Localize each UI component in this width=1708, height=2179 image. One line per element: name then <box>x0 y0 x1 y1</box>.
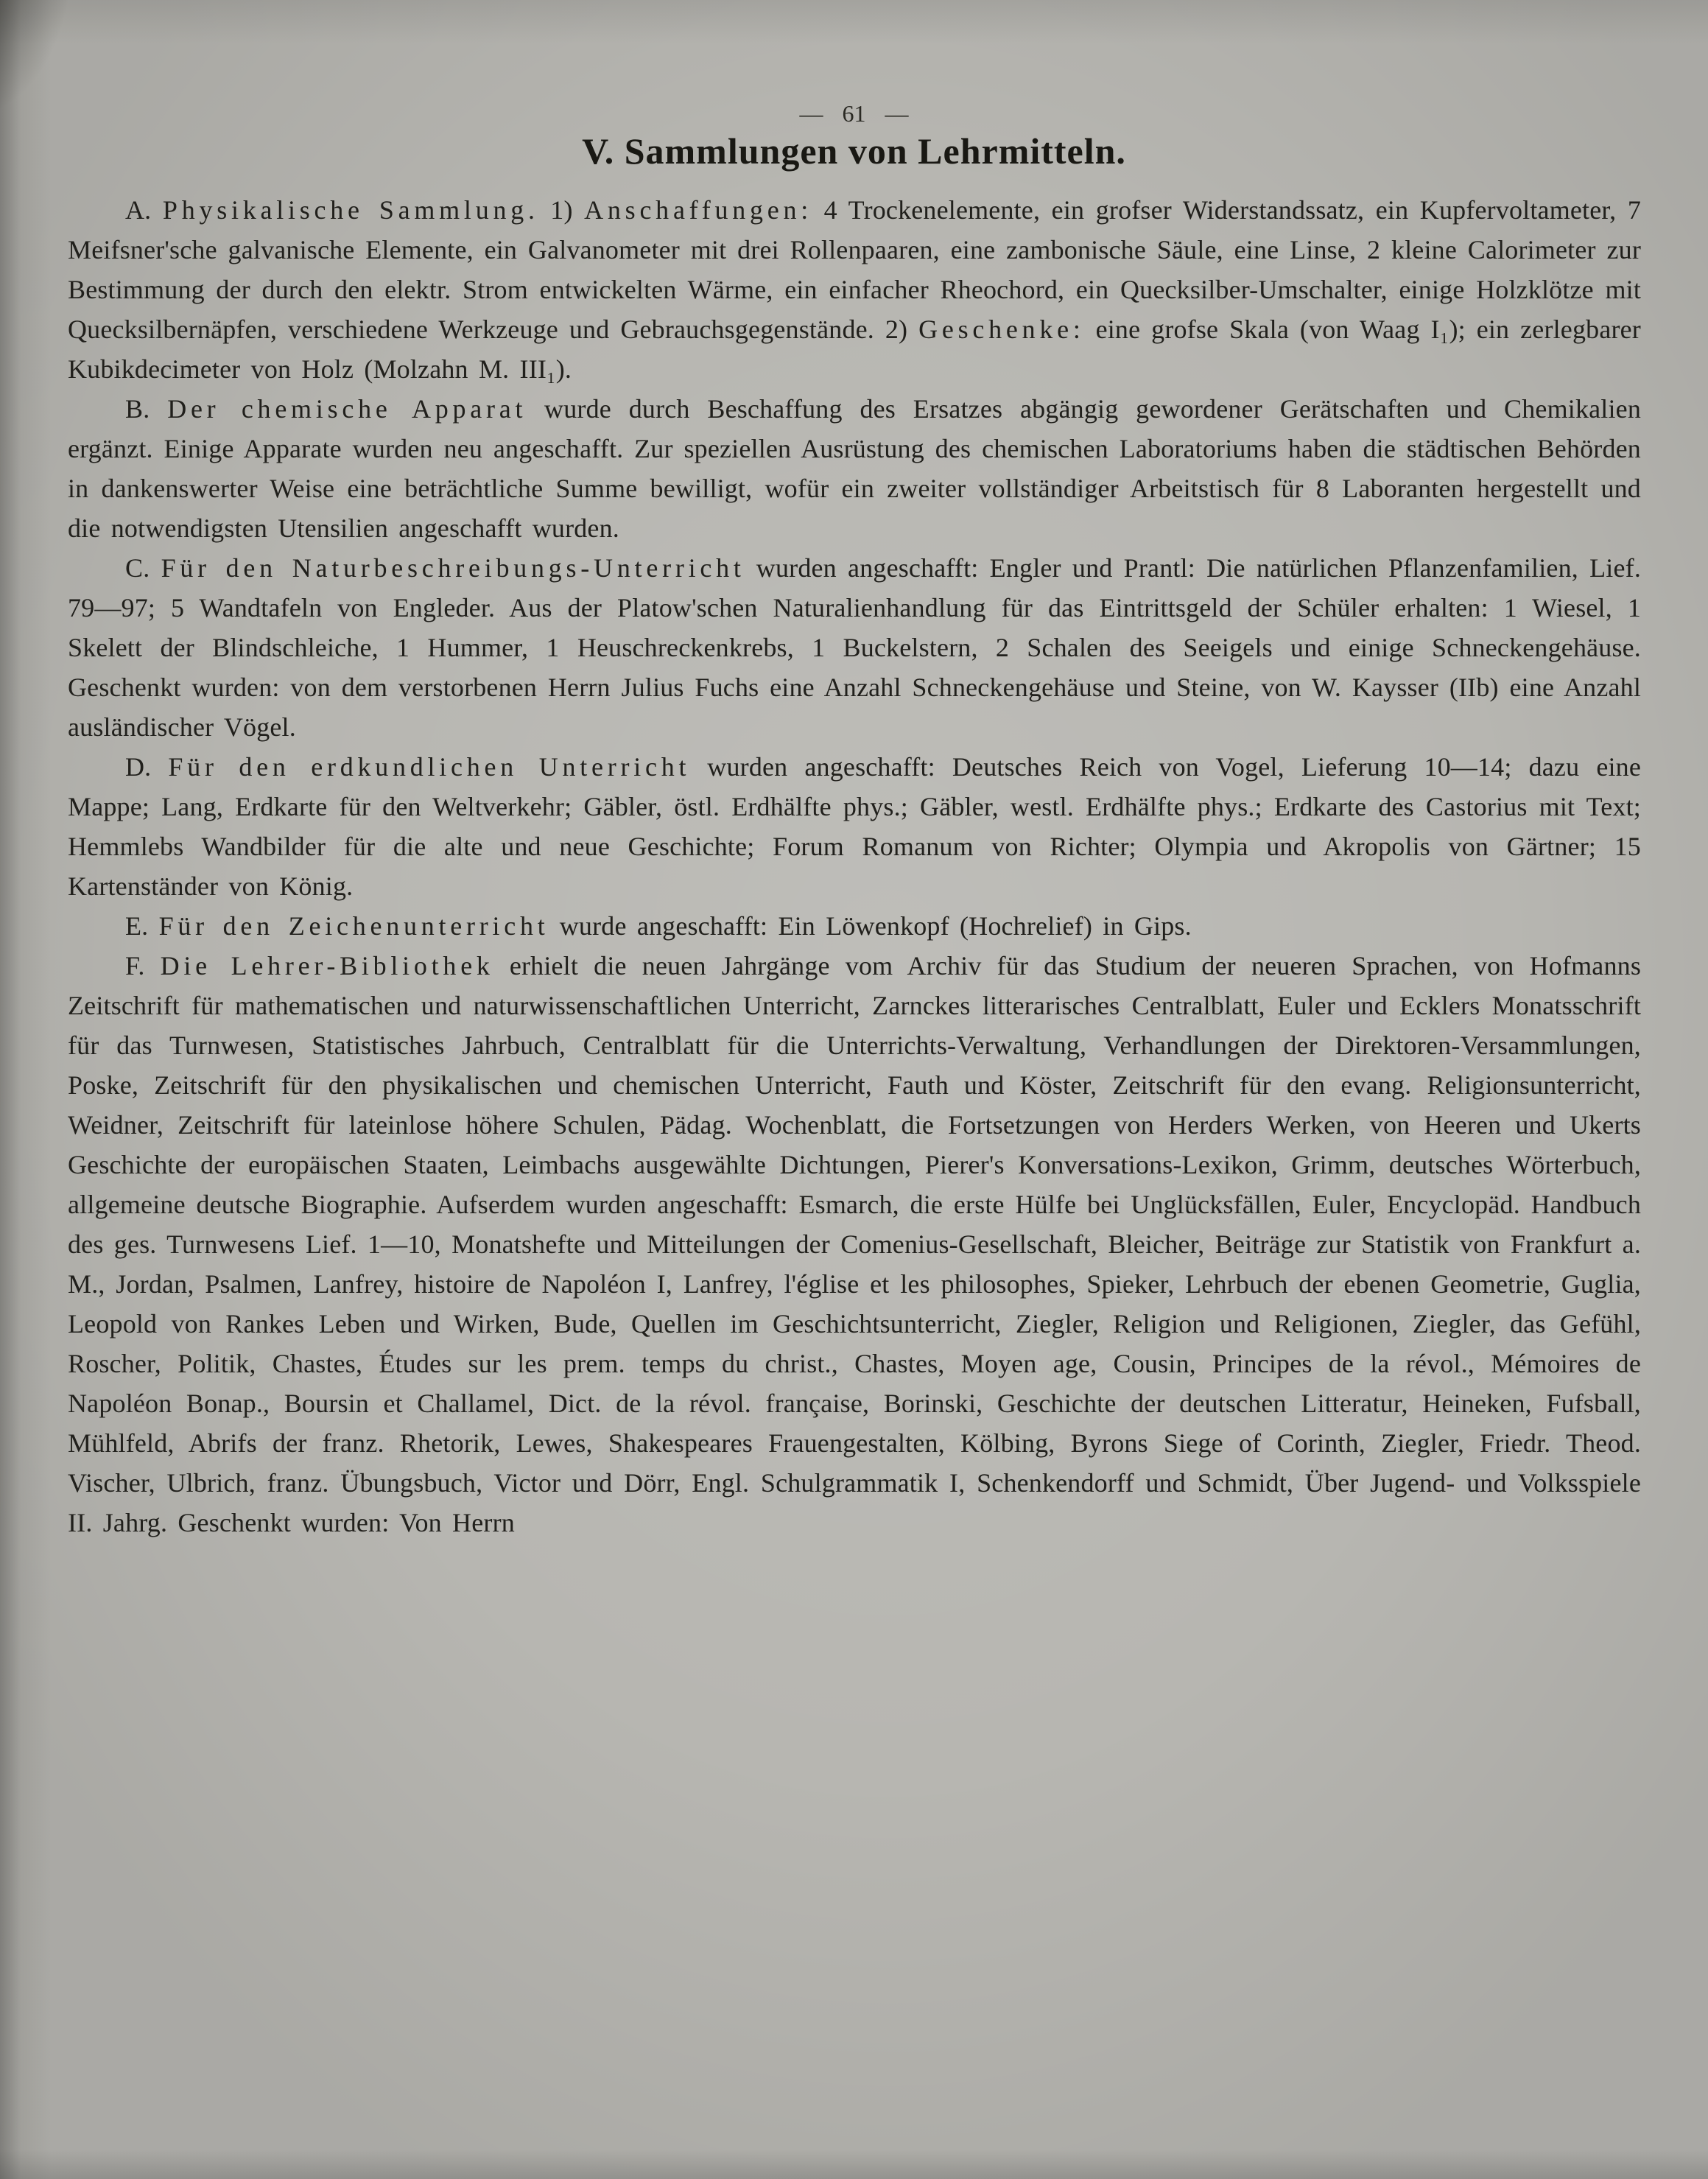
emphasized-text: Für den erdkundlichen Unterricht <box>168 752 691 782</box>
document-body <box>68 190 1641 1543</box>
emphasized-text: Die Lehrer-Bibliothek <box>160 951 494 980</box>
paragraph <box>68 747 1641 906</box>
body-text: A. <box>125 195 163 225</box>
paragraph <box>68 906 1641 946</box>
page-number: — 61 — <box>799 100 909 127</box>
body-text: wurden angeschafft: Engler und Prantl: Die natürlichen Pflanzenfamilien, Lief. 79—97; 5 Wandtafeln von Engleder. Aus der Platow'schen Naturalienhandlung für das Eintrittsgeld der Schüler erhalten: 1 Wiesel, 1 Skelett der Blindschleiche, 1 Hummer, 1 Heuschreckenkrebs, 1 Buckelstern, 2 Schalen des Seeigels und einige Schneckengehäuse. Geschenkt wurden: von dem verstorbenen Herrn Julius Fuchs eine Anzahl Schneckengehäuse und Steine, von W. Kaysser (IIb) eine Anzahl ausländischer Vögel. <box>68 553 1641 742</box>
emphasized-text: Für den Zeichenunterricht <box>158 911 549 941</box>
paragraph <box>68 548 1641 747</box>
emphasized-text: Für den Naturbeschreibungs-Unterricht <box>161 553 745 583</box>
emphasized-text: Physikalische Sammlung. <box>162 195 539 225</box>
page-title: V. Sammlungen von Lehrmitteln. <box>582 130 1126 172</box>
emphasized-text: Der chemische Apparat <box>167 394 527 424</box>
emphasized-text: Anschaffungen: <box>584 195 813 225</box>
body-text: wurde angeschafft: Ein Löwenkopf (Hochrelief) in Gips. <box>549 911 1192 941</box>
body-text: wurde durch Beschaffung des Ersatzes abgängig gewordener Gerätschaften und Chemikalien ergänzt. Einige Apparate wurden neu angeschafft. Zur speziellen Ausrüstung des chemischen Laboratoriums haben die städtischen Behörden in dankenswerter Weise eine beträchtliche Summe bewilligt, wofür ein zweiter vollständiger Arbeitstisch für 8 Laboranten hergestellt und die notwendigsten Utensilien angeschafft wurden. <box>68 394 1641 543</box>
body-text: eine grofse Skala (von Waag I₁); ein zerlegbarer Kubikdecimeter von Holz (Molzahn M. III₁). <box>68 315 1641 384</box>
paragraph <box>68 946 1641 1543</box>
body-text: D. <box>125 752 169 782</box>
paragraph <box>68 389 1641 548</box>
body-text: C. <box>125 553 161 583</box>
scan-edge-shadow <box>0 2150 1708 2179</box>
body-text: erhielt die neuen Jahrgänge vom Archiv für das Studium der neueren Sprachen, von Hofmanns Zeitschrift für mathematischen und naturwissenschaftlichen Unterricht, Zarnckes litterarisches Centralblatt, Euler und Ecklers Monatsschrift für das Turnwesen, Statistisches Jahrbuch, Centralblatt für die Unterrichts-Verwaltung, Verhandlungen der Direktoren-Versammlungen, Poske, Zeitschrift für den physikalischen und chemischen Unterricht, Fauth und Köster, Zeitschrift für den evang. Religionsunterricht, Weidner, Zeitschrift für lateinlose höhere Schulen, Pädag. Wochenblatt, die Fortsetzungen von Herders Werken, von Heeren und Ukerts Geschichte der europäischen Staaten, Leimbachs ausgewählte Dichtungen, Pierer's Konversations-Lexikon, Grimm, deutsches Wörterbuch, allgemeine deutsche Biographie. Aufserdem wurden angeschafft: Esmarch, die erste Hülfe bei Unglücksfällen, Euler, Encyclopäd. Handbuch des ges. Turnwesens Lief. 1—10, Monatshefte und Mitteilungen der Comenius-Gesellschaft, Bleicher, Beiträge zur Statistik von Frankfurt a. M., Jordan, Psalmen, Lanfrey, histoire de Napoléon I, Lanfrey, l'église et les philosophes, Spieker, Lehrbuch der ebenen Geometrie, Guglia, Leopold von Rankes Leben und Wirken, Bude, Quellen im Geschichtsunterricht, Ziegler, Religion und Religionen, Ziegler, das Gefühl, Roscher, Politik, Chastes, Études sur les prem. temps du christ., Chastes, Moyen age, Cousin, Principes de la révol., Mémoires de Napoléon Bonap., Boursin et Challamel, Dict. de la révol. française, Borinski, Geschichte der deutschen Litteratur, Heineken, Fufsball, Mühlfeld, Abrifs der franz. Rhetorik, Lewes, Shakespeares Frauengestalten, Kölbing, Byrons Siege of Corinth, Ziegler, Friedr. Theod. Vischer, Ulbrich, franz. Übungsbuch, Victor und Dörr, Engl. Schulgrammatik I, Schenkendorff und Schmidt, Über Jugend- und Volksspiele II. Jahrg. Geschenkt wurden: Von Herrn <box>68 951 1642 1537</box>
body-text: 4 Trockenelemente, ein grofser Widerstandssatz, ein Kupfervoltameter, 7 Meifsner'sche galvanische Elemente, ein Galvanometer mit drei Rollenpaaren, eine zambonische Säule, eine Linse, 2 kleine Calorimeter zur Bestimmung der durch den elektr. Strom entwickelten Wärme, ein einfacher Rheochord, ein Quecksilber-Umschalter, einige Holzklötze mit Quecksilbernäpfen, verschiedene Werkzeuge und Gebrauchsgegenstände. 2) <box>68 195 1641 344</box>
body-text: wurden angeschafft: Deutsches Reich von Vogel, Lieferung 10—14; dazu eine Mappe; Lang, Erdkarte für den Weltverkehr; Gäbler, östl. Erdhälfte phys.; Gäbler, westl. Erdhälfte phys.; Erdkarte des Castorius mit Text; Hemmlebs Wandbilder für die alte und neue Geschichte; Forum Romanum von Richter; Olympia und Akropolis von Gärtner; 15 Kartenständer von König. <box>68 752 1642 901</box>
body-text: 1) <box>538 195 585 225</box>
body-text: E. <box>125 911 159 941</box>
paragraph <box>68 190 1641 389</box>
body-text: B. <box>125 394 168 424</box>
body-text: F. <box>125 951 161 980</box>
emphasized-text: Geschenke: <box>918 315 1085 344</box>
